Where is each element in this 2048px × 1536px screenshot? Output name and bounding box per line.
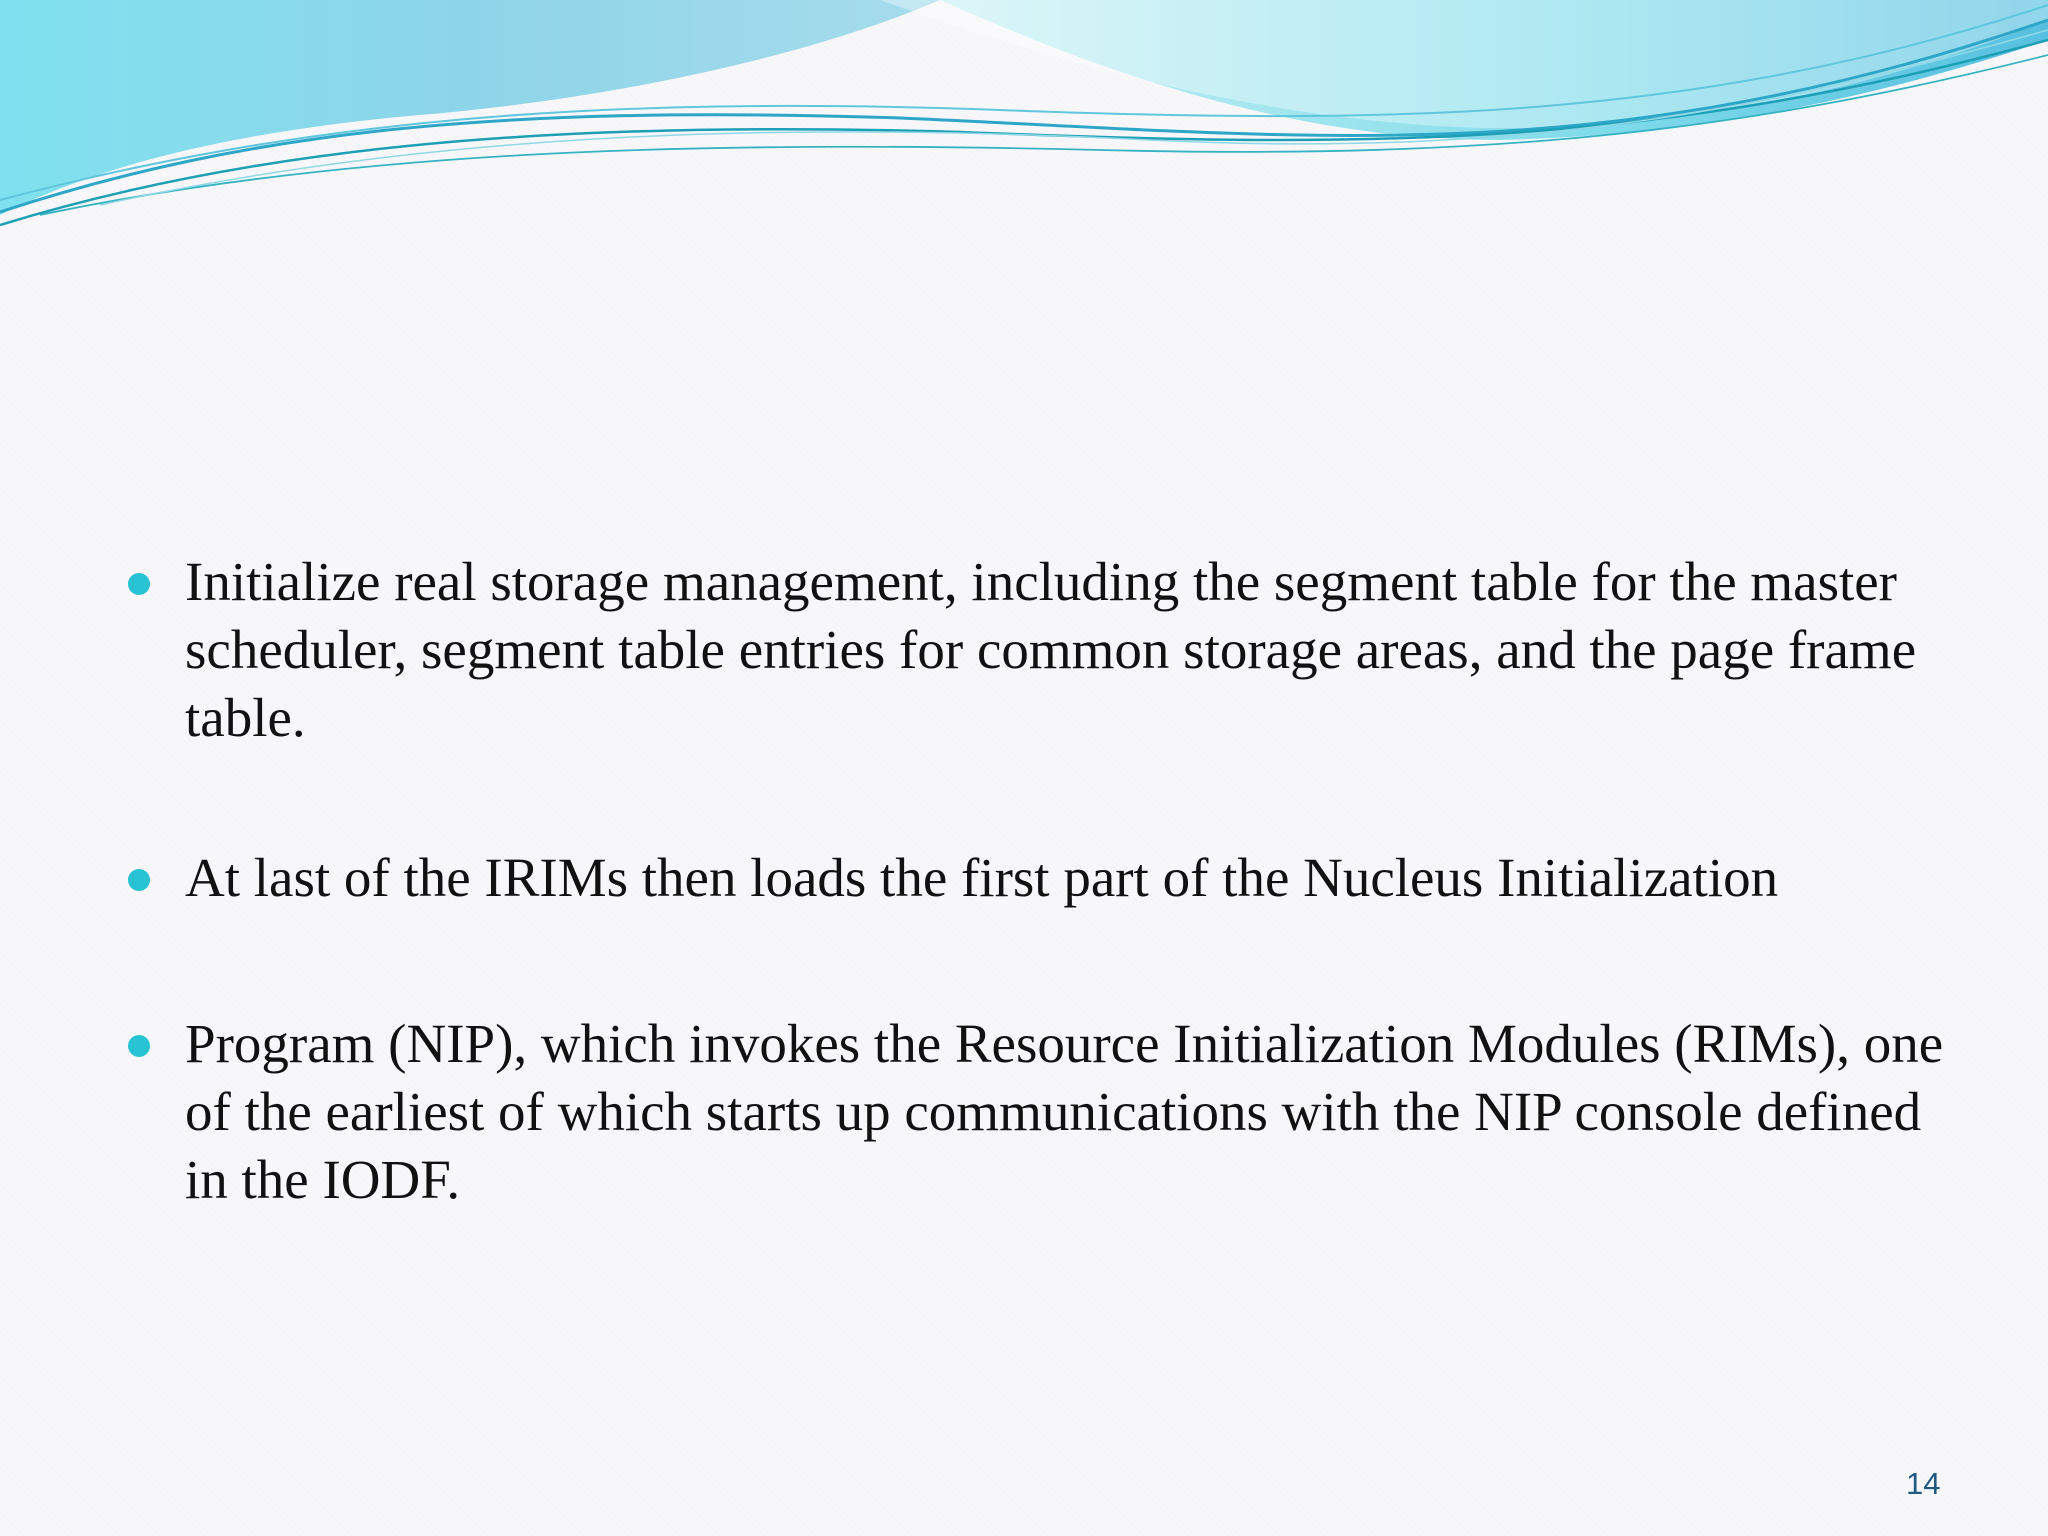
bullet-item	[126, 548, 1956, 752]
bullet-list	[126, 548, 1956, 1306]
bullet-dot-icon	[128, 573, 150, 595]
bullet-dot-icon	[128, 1035, 150, 1057]
bullet-text: At last of the IRIMs then loads the first part of the Nucleus Initialization	[185, 847, 1779, 908]
bullet-item	[126, 1010, 1956, 1214]
bullet-item	[126, 844, 1956, 912]
header-wave-decoration	[0, 0, 2048, 240]
bullet-text: Program (NIP), which invokes the Resource Initialization Modules (RIMs), one of the earliest of which starts up communications with the NIP console defined in the IODF.	[185, 1013, 1944, 1210]
bullet-dot-icon	[128, 869, 150, 891]
page-number: 14	[1906, 1466, 1941, 1501]
bullet-text: Initialize real storage management, including the segment table for the master scheduler, segment table entries for common storage areas, and the page frame table.	[185, 551, 1917, 748]
wave-fill-left	[0, 0, 940, 215]
